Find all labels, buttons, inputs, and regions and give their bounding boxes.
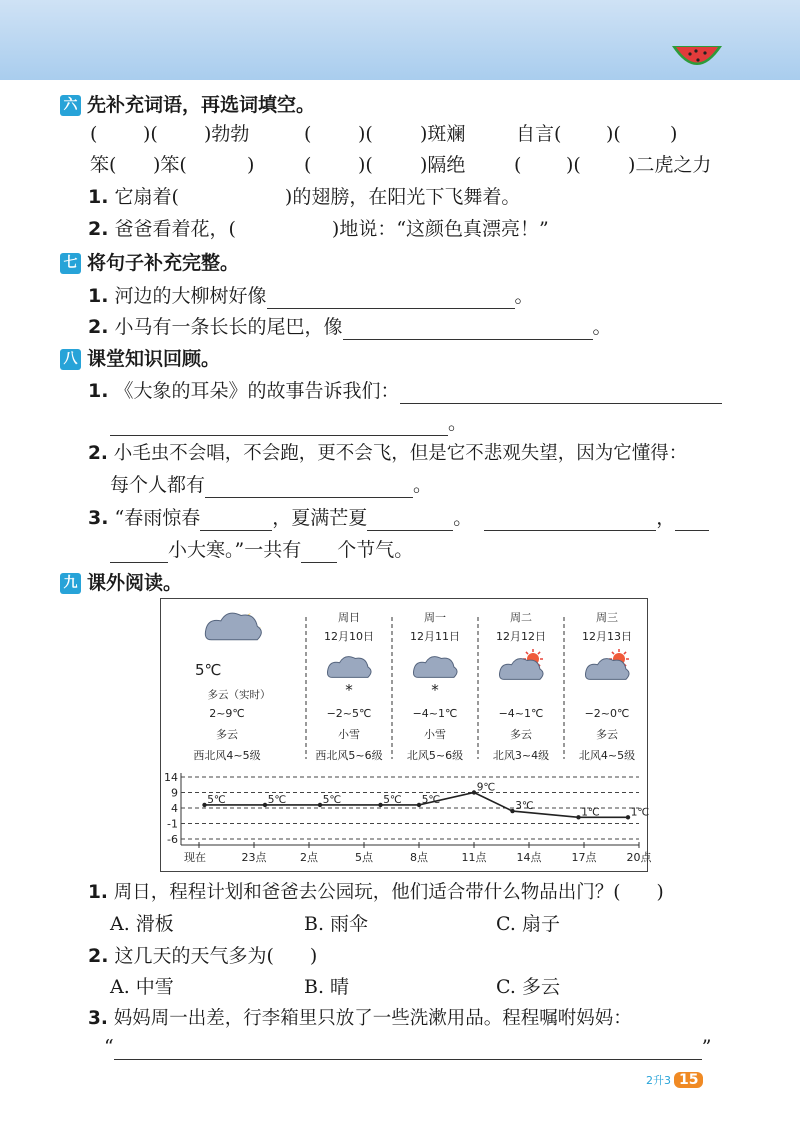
q-number: 3. [88, 1008, 108, 1029]
q-text: ， [656, 507, 676, 529]
section-9-header [60, 570, 182, 596]
page-number-badge [646, 1070, 703, 1090]
data-point [472, 790, 476, 794]
data-label: 1℃ [581, 806, 600, 819]
y-tick-label: -6 [167, 833, 178, 846]
q-number: 2. [88, 316, 109, 338]
section-8-header [60, 346, 220, 372]
q-text: “ [104, 1036, 114, 1058]
forecast-wind: 西北风5~6级 [315, 749, 383, 762]
x-tick-label: 17点 [571, 851, 597, 864]
q-text: 。 [413, 474, 433, 496]
idiom-part: )斑斓 [420, 123, 466, 145]
option-b[interactable]: B. 雨伞 [304, 913, 369, 935]
q-text: ) [656, 882, 664, 903]
idiom-part: ( [304, 154, 312, 176]
q-number: 2. [88, 945, 109, 967]
data-label: 9℃ [476, 781, 496, 794]
q-text: ，夏满芒夏 [272, 507, 368, 529]
q-text: 。 [514, 285, 534, 307]
q-text: 这几天的天气多为( [114, 945, 274, 967]
forecast-date: 12月12日 [496, 630, 546, 643]
cloud-icon [205, 613, 261, 640]
forecast-day: 周三 [596, 611, 618, 624]
forecast-date: 12月11日 [410, 630, 460, 643]
idiom-part: )隔绝 [420, 154, 466, 176]
cloud-icon [413, 657, 457, 678]
current-desc: 多云（实时） [207, 689, 271, 701]
forecast-wind: 北风3~4级 [492, 749, 550, 762]
forecast-weather: 小雪 [424, 728, 446, 741]
q-text: 小马有一条长长的尾巴，像 [114, 316, 343, 338]
section-badge: 七 [60, 253, 81, 274]
x-tick-label: 20点 [626, 851, 652, 864]
idiom-part: )( [566, 154, 581, 176]
s6-question-2 [88, 216, 549, 242]
answer-blank[interactable] [267, 290, 515, 309]
idiom-part: ) [247, 154, 255, 176]
q-text: 小大寒。”一共有 [168, 539, 302, 561]
option-c[interactable]: C. 多云 [496, 976, 560, 998]
data-label: 1℃ [630, 806, 650, 819]
option-c[interactable]: C. 扇子 [496, 913, 560, 935]
s6-question-1 [88, 184, 520, 210]
q-text: 小毛虫不会唱，不会跑，更不会飞，但是它不悲观失望，因为它懂得： [113, 443, 688, 464]
q-text: 河边的大柳树好像 [114, 285, 267, 307]
cloud-icon [499, 659, 543, 680]
q-text: ” [701, 1036, 712, 1058]
forecast-wind: 北风4~5级 [578, 749, 636, 762]
s9-question-2 [88, 943, 317, 969]
idiom-part: )笨( [153, 154, 187, 176]
q-number: 1. [88, 186, 109, 208]
data-label: 5℃ [421, 793, 441, 806]
cloud-icon [327, 657, 371, 678]
q-text: )的翅膀，在阳光下飞舞着。 [284, 186, 521, 208]
answer-blank[interactable] [343, 321, 593, 340]
answer-blank[interactable] [200, 512, 272, 531]
current-weather: 多云 [216, 728, 238, 741]
answer-blank[interactable] [367, 512, 453, 531]
q-number: 1. [88, 380, 109, 402]
forecast-date: 12月13日 [582, 630, 632, 643]
data-label: 5℃ [383, 793, 402, 806]
section-badge: 九 [60, 573, 81, 594]
snow-icon: * [431, 681, 439, 699]
forecast-day: 周一 [424, 611, 446, 624]
data-point [626, 815, 630, 819]
y-tick-label: -1 [167, 817, 178, 831]
option-a[interactable]: A. 滑板 [110, 913, 174, 935]
q-text: “春雨惊春 [114, 507, 201, 529]
q-text: 妈妈周一出差，行李箱里只放了一些洗漱用品。程程嘱咐妈妈： [113, 1008, 632, 1029]
data-point [202, 803, 206, 807]
q-number: 2. [88, 443, 108, 464]
idiom-part: )勃勃 [204, 123, 250, 145]
data-label: 3℃ [515, 800, 534, 813]
data-point [263, 803, 267, 807]
idiom-part: )( [358, 123, 373, 145]
forecast-weather: 小雪 [338, 728, 360, 741]
x-tick-label: 2点 [300, 851, 318, 864]
data-point [378, 803, 382, 807]
page-number: 15 [674, 1072, 703, 1088]
forecast-day: 周日 [338, 611, 360, 624]
s8-question-2 [88, 441, 687, 467]
idiom-part: )( [606, 123, 621, 145]
forecast-weather: 多云 [596, 728, 618, 741]
answer-blank[interactable] [400, 385, 722, 404]
idiom-part: ( [90, 123, 98, 145]
data-point [510, 809, 514, 813]
q-text: 。 [453, 507, 473, 529]
forecast-range: −2~0℃ [584, 707, 630, 720]
current-range: 2~9℃ [209, 707, 245, 720]
current-wind: 西北风4~5级 [193, 749, 261, 762]
section-7-header [60, 250, 239, 276]
q-text: )地说：“这颜色真漂亮！” [331, 218, 549, 240]
q-text: 爸爸看着花，( [114, 218, 236, 240]
answer-blank[interactable] [110, 544, 168, 563]
data-point [417, 803, 421, 807]
section-title: 课外阅读。 [87, 572, 183, 594]
forecast-range: −2~5℃ [326, 707, 372, 720]
data-point [318, 803, 322, 807]
q-number: 2. [88, 218, 109, 240]
forecast-date: 12月10日 [324, 630, 374, 643]
idiom-part: ( [304, 123, 312, 145]
x-tick-label: 11点 [461, 851, 487, 864]
forecast-wind: 北风5~6级 [406, 749, 464, 762]
q-text: 周日，程程计划和爸爸去公园玩，他们适合带什么物品出门？( [113, 882, 621, 903]
data-label: 5℃ [322, 793, 342, 806]
q-number: 3. [88, 507, 109, 529]
q-number: 1. [88, 882, 108, 903]
data-point [576, 815, 580, 819]
q-text: 个节气。 [337, 539, 414, 561]
q-text: 每个人都有 [110, 474, 206, 496]
s8-question-3-line2 [110, 537, 413, 563]
answer-blank[interactable] [675, 512, 709, 531]
x-tick-label: 5点 [355, 851, 373, 864]
s9-question-1 [88, 880, 664, 906]
idiom-part: 笨( [90, 154, 117, 176]
option-a[interactable]: A. 中雪 [110, 976, 174, 998]
idiom-part: ) [670, 123, 678, 145]
forecast-range: −4~1℃ [498, 707, 544, 720]
forecast-day: 周二 [510, 611, 532, 624]
section-badge: 八 [60, 349, 81, 370]
idiom-part: 自言( [516, 123, 562, 145]
y-tick-label: 4 [171, 802, 178, 815]
watermelon-icon [668, 40, 726, 78]
s8-question-2-line2 [110, 472, 432, 498]
q-text: 它扇着( [114, 186, 179, 208]
s8-question-1 [88, 378, 722, 404]
snow-icon: * [345, 681, 353, 699]
q-text: 《大象的耳朵》的故事告诉我们： [114, 380, 400, 402]
x-tick-label: 14点 [516, 851, 542, 864]
idiom-part: )二虎之力 [628, 154, 712, 176]
q-text: 。 [448, 412, 468, 434]
s7-question-1 [88, 283, 534, 309]
q-text: 。 [592, 316, 612, 338]
s9-question-3 [88, 1006, 632, 1032]
cloud-icon [585, 659, 629, 680]
answer-blank[interactable] [114, 1041, 702, 1060]
current-temp: 5℃ [195, 661, 222, 679]
answer-blank[interactable] [110, 417, 448, 436]
idiom-part: )( [143, 123, 158, 145]
q-number: 1. [88, 285, 109, 307]
q-text: ) [309, 945, 318, 967]
answer-blank[interactable] [205, 479, 413, 498]
idiom-part: ( [514, 154, 522, 176]
forecast-range: −4~1℃ [412, 707, 458, 720]
forecast-weather: 多云 [510, 728, 532, 741]
x-tick-label: 8点 [410, 851, 428, 864]
s8-question-1-line2 [110, 410, 467, 436]
option-b[interactable]: B. 晴 [304, 976, 350, 998]
s8-question-3 [88, 505, 709, 531]
section-title: 将句子补充完整。 [87, 252, 240, 274]
x-tick-label: 23点 [241, 851, 267, 864]
section-title: 先补充词语，再选词填空。 [87, 94, 316, 116]
y-tick-label: 14 [164, 771, 178, 784]
section-title: 课堂知识回顾。 [87, 348, 221, 370]
x-tick-label: 现在 [184, 851, 206, 864]
weather-forecast-chart [160, 598, 652, 872]
s7-question-2 [88, 314, 612, 340]
grade-label: 2升3 [646, 1074, 671, 1087]
section-badge: 六 [60, 95, 81, 116]
section-6-header [60, 92, 315, 118]
answer-blank[interactable] [484, 512, 656, 531]
forecast-svg [161, 599, 652, 871]
data-label: 5℃ [207, 793, 226, 806]
data-label: 5℃ [267, 793, 287, 806]
idiom-part: )( [358, 154, 373, 176]
answer-blank[interactable] [301, 544, 337, 563]
y-tick-label: 9 [171, 786, 178, 800]
s9-question-3-line2 [104, 1034, 711, 1060]
